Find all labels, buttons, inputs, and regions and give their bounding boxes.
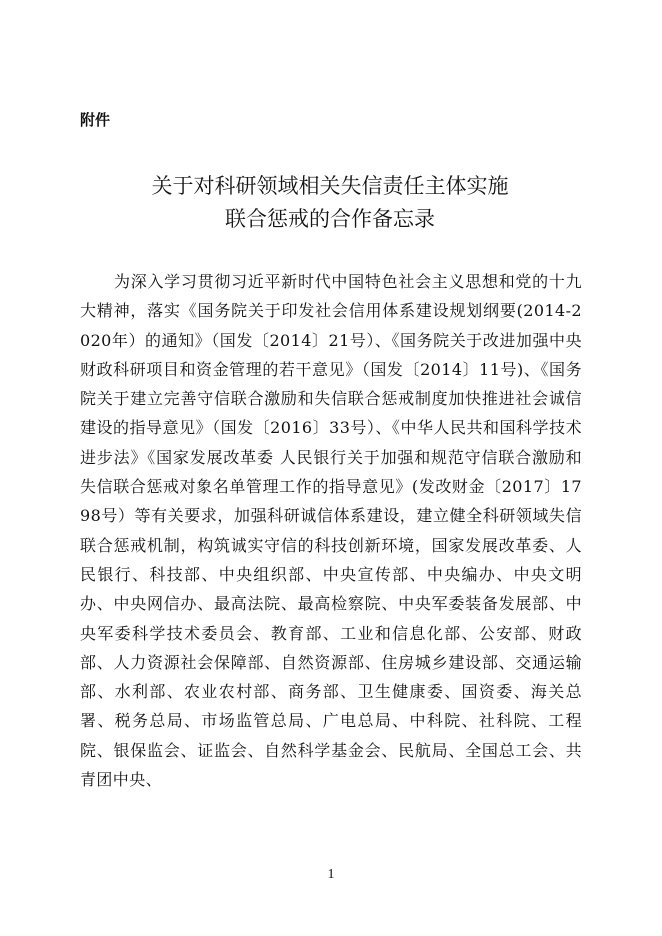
- attachment-label: 附件: [80, 111, 111, 129]
- page-number: 1: [327, 867, 335, 882]
- body-paragraph: 为深入学习贯彻习近平新时代中国特色社会主义思想和党的十九大精神，落实《国务院关于印发社会信用体系建设规划纲要(2014-2020年）的通知》（国发〔2014〕21号）、《国务院关于改进加强中央财政科研项目和资金管理的若干意见》（国发〔2014〕11号)、《国务院关于建立完善守信联合激励和失信联合惩戒制度加快推进社会诚信建设的指导意见》（国发〔2016〕33号）、《中华人民共和国科学技术进步法》《国家发展改革委 人民银行关于加强和规范守信联合激励和失信联合惩戒对象名单管理工作的指导意见》(发改财金〔2017〕1798号）等有关要求，加强科研诚信体系建设，建立健全科研领域失信联合惩戒机制，构筑诚实守信的科技创新环境，国家发展改革委、人民银行、科技部、中央组织部、中央宣传部、中央编办、中央文明办、中央网信办、最高法院、最高检察院、中央军委装备发展部、中央军委科学技术委员会、教育部、工业和信息化部、公安部、财政部、人力资源社会保障部、自然资源部、住房城乡建设部、交通运输部、水利部、农业农村部、商务部、卫生健康委、国资委、海关总署、税务总局、市场监管总局、广电总局、中科院、社科院、工程院、银保监会、证监会、自然科学基金会、民航局、全国总工会、共青团中央、: [80, 272, 582, 790]
- title-line-1: 关于对科研领域相关失信责任主体实施: [151, 174, 509, 198]
- document-title: [60, 170, 600, 236]
- title-line-2: 联合惩戒的合作备忘录: [225, 207, 435, 231]
